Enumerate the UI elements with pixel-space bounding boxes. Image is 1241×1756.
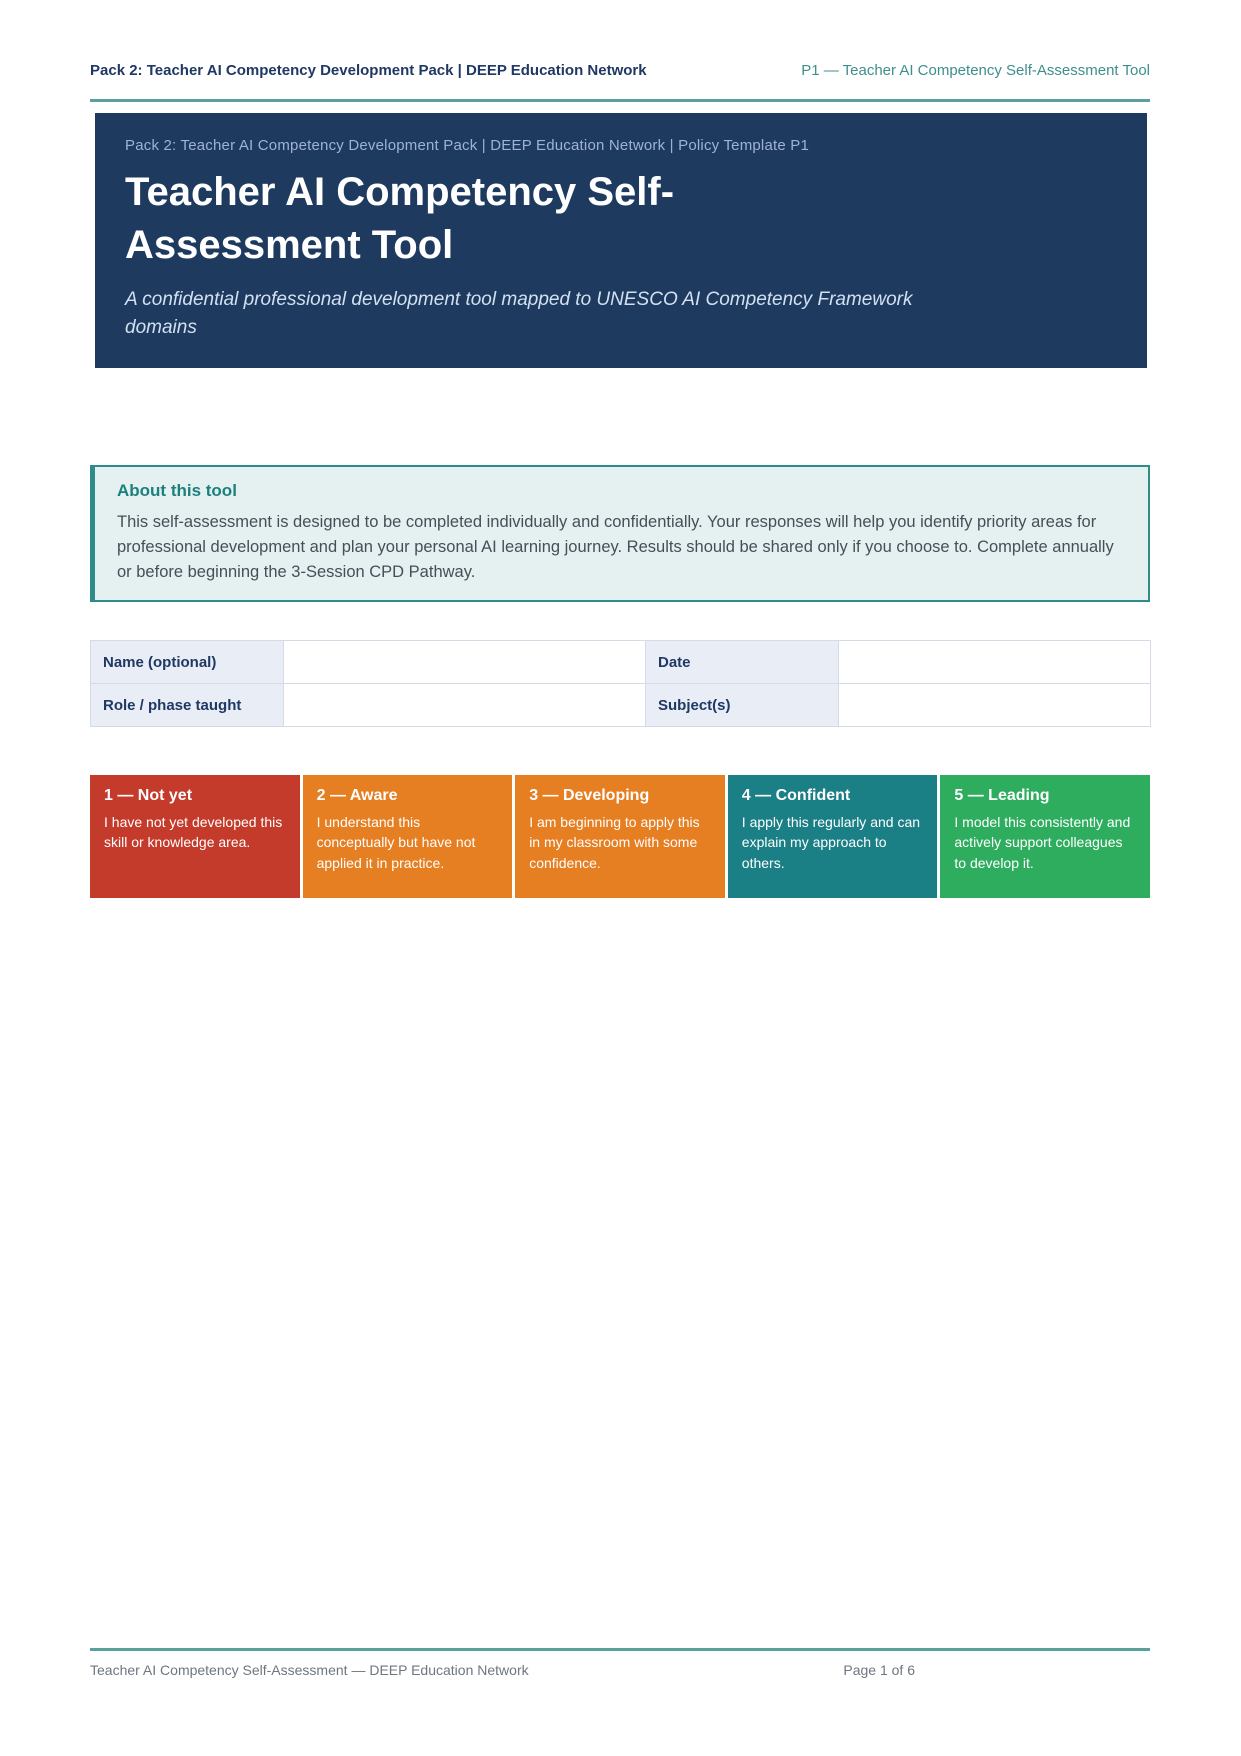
scale-level-description: I model this consistently and actively support colleagues to develop it.: [954, 814, 1131, 871]
about-heading: About this tool: [117, 481, 237, 500]
respondent-info-table: [90, 640, 1151, 727]
name-field[interactable]: [284, 641, 646, 684]
footer-page-number: Page 1 of 6: [843, 1662, 915, 1678]
scale-level-description: I have not yet developed this skill or knowledge area.: [104, 814, 283, 851]
scale-level-title: 1 — Not yet: [104, 787, 193, 804]
role-field[interactable]: [284, 684, 646, 727]
title-banner: [95, 113, 1147, 368]
scale-level-title: 4 — Confident: [741, 787, 851, 804]
scale-level-description: I am beginning to apply this in my classroom with some confidence.: [529, 814, 700, 871]
scale-level-title: 3 — Developing: [529, 787, 650, 804]
scale-level-description: I understand this conceptually but have not applied it in practice.: [316, 814, 476, 871]
scale-level-title: 5 — Leading: [954, 787, 1050, 804]
scale-level-title: 2 — Aware: [316, 787, 398, 804]
subjects-field[interactable]: [839, 684, 1151, 727]
banner-breadcrumb: Pack 2: Teacher AI Competency Development Pack | DEEP Education Network | Policy Template P1: [125, 137, 810, 154]
scale-level-5-leading: [940, 775, 1150, 898]
running-header-doc-title: P1 — Teacher AI Competency Self-Assessment Tool: [801, 62, 1150, 79]
scale-level-4-confident: [728, 775, 938, 898]
subjects-label: Subject(s): [646, 684, 839, 727]
role-label: Role / phase taught: [91, 684, 284, 727]
scale-level-2-aware: [303, 775, 513, 898]
footer-divider-rule: [90, 1648, 1150, 1651]
name-label: Name (optional): [91, 641, 284, 684]
running-header-pack-title: Pack 2: Teacher AI Competency Development Pack | DEEP Education Network: [90, 62, 647, 79]
running-footer: [90, 1648, 1150, 1678]
footer-doc-title: Teacher AI Competency Self-Assessment — DEEP Education Network: [90, 1662, 529, 1678]
page-title: Teacher AI Competency Self-Assessment Tool: [125, 170, 675, 267]
date-field[interactable]: [839, 641, 1151, 684]
scale-level-description: I apply this regularly and can explain my approach to others.: [741, 814, 921, 871]
page-subtitle: A confidential professional development tool mapped to UNESCO AI Competency Framework domains: [125, 288, 913, 339]
date-label: Date: [646, 641, 839, 684]
table-row-role-subjects: [91, 684, 1151, 727]
about-body-text: This self-assessment is designed to be completed individually and confidentially. Your responses will help you identify priority areas for professional development and plan your personal AI learning journey. Results should be shared only if you choose to. Complete annually or before beginning the 3-Session CPD Pathway.: [117, 513, 1114, 581]
rating-scale-legend: [90, 775, 1150, 898]
scale-level-1-not-yet: [90, 775, 300, 898]
running-header: [90, 62, 1150, 79]
scale-level-3-developing: [515, 775, 725, 898]
header-divider-rule: [90, 99, 1150, 102]
table-row-name-date: [91, 641, 1151, 684]
about-callout: [90, 465, 1150, 602]
